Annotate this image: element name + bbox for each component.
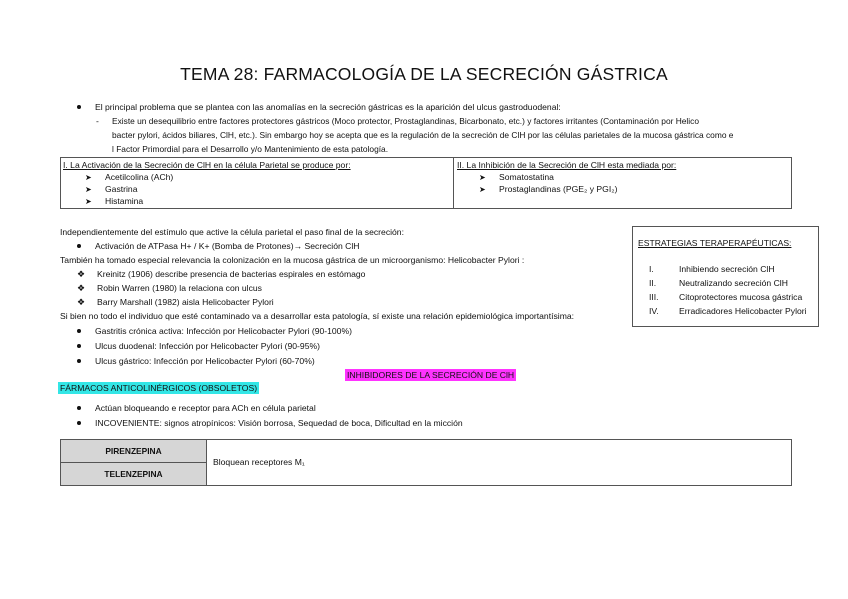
epidemiology-bullet: Ulcus duodenal: Infección por Helicobacter Pylori (90-95%)	[77, 340, 320, 352]
epidemiology-bullet: Ulcus gástrico: Infección por Helicobacter Pylori (60-70%)	[77, 355, 315, 367]
strategy-item: III. Citoprotectores mucosa gástrica	[649, 292, 803, 302]
inhibition-header: II. La Inhibición de la Secreción de ClH esta mediada por:	[457, 160, 677, 170]
history-item: ❖ Robin Warren (1980) la relaciona con ulcus	[77, 283, 262, 293]
bullet-icon	[77, 105, 81, 109]
drug-name-cell: TELENZEPINA	[104, 469, 163, 479]
history-item: ❖ Kreinitz (1906) describe presencia de bacterias espirales en estómago	[77, 269, 366, 279]
diamond-icon: ❖	[77, 269, 86, 279]
strategy-item: II. Neutralizando secreción ClH	[649, 278, 788, 288]
bullet-icon	[77, 329, 81, 333]
inhibition-item: ➤ Somatostatina	[479, 172, 554, 182]
activation-item: ➤ Gastrina	[85, 184, 138, 194]
intro-sub-line2: bacter pylori, ácidos biliares, ClH, etc.). Sin embargo hoy se acepta que es la regulación de la secreción de ClH por las células parietales de la mucosa gástrica como e	[112, 130, 734, 140]
inhibitors-heading: INHIBIDORES DE LA SECRECIÓN DE ClH	[347, 370, 515, 380]
bullet-icon	[77, 421, 81, 425]
epidemiology-line: Si bien no todo el individuo que esté contaminado va a desarrollar esta patología, sí existe una relación epidemiológica importantísima:	[60, 311, 575, 321]
bullet-icon	[77, 344, 81, 348]
drug-table	[60, 439, 792, 486]
strategy-item: IV. Erradicadores Helicobacter Pylori	[649, 306, 807, 316]
arrow-icon: ➤	[85, 185, 92, 194]
arrow-icon: ➤	[479, 173, 486, 182]
activation-item: ➤ Histamina	[85, 196, 144, 206]
inhibition-item: ➤ Prostaglandinas (PGE₂ y PGI₂)	[479, 184, 618, 194]
final-step-line: Independientemente del estímulo que active la célula parietal el paso final de la secreción:	[60, 227, 404, 237]
arrow-icon: ➤	[479, 185, 486, 194]
intro-sub-line3: l Factor Primordial para el Desarrollo y/o Mantenimiento de esta patología.	[112, 144, 389, 154]
arrow-icon: ➤	[85, 173, 92, 182]
diamond-icon: ❖	[77, 283, 86, 293]
intro-dash: -	[96, 116, 99, 126]
activation-item: ➤ Acetilcolina (ACh)	[85, 172, 174, 182]
intro-bullet	[77, 101, 561, 113]
page-title: TEMA 28: FARMACOLOGÍA DE LA SECRECIÓN GÁSTRICA	[180, 64, 668, 84]
anticholinergic-bullet: Actúan bloqueando e receptor para ACh en célula parietal	[77, 402, 316, 414]
epidemiology-bullet: Gastritis crónica activa: Infección por Helicobacter Pylori (90-100%)	[77, 325, 352, 337]
activation-header: I. La Activación de la Secreción de ClH en la célula Parietal se produce por:	[63, 160, 351, 170]
drug-name-cell: PIRENZEPINA	[61, 440, 206, 463]
arrow-icon: ➤	[85, 197, 92, 206]
helicobacter-line: También ha tomado especial relevancia la colonización en la mucosa gástrica de un microorganismo: Helicobacter Pylori :	[60, 255, 525, 265]
strategies-title: ESTRATEGIAS TERAPERAPÉUTICAS:	[638, 238, 792, 248]
intro-bullet-text: El principal problema que se plantea con las anomalías en la secreción gástricas es la aparición del ulcus gastroduodenal:	[95, 102, 561, 112]
bullet-icon	[77, 406, 81, 410]
strategies-box	[632, 226, 819, 327]
anticholinergics-heading: FÁRMACOS ANTICOLINÉRGICOS (OBSOLETOS)	[60, 383, 258, 393]
diamond-icon: ❖	[77, 297, 86, 307]
activation-inhibition-table	[60, 157, 792, 209]
intro-sub-line1: Existe un desequilibrio entre factores protectores gástricos (Moco protector, Prostaglandinas, Bicarbonato, etc.) y factores irritantes (Contaminación por Helico	[112, 116, 699, 126]
strategy-item: I. Inhibiendo secreción ClH	[649, 264, 775, 274]
anticholinergic-bullet: INCOVENIENTE: signos atropínicos: Visión borrosa, Sequedad de boca, Dificultad en la micción	[77, 417, 463, 429]
history-item: ❖ Barry Marshall (1982) aisla Helicobacter Pylori	[77, 297, 274, 307]
drug-description: Bloquean receptores M₁	[213, 457, 305, 467]
bullet-icon	[77, 359, 81, 363]
bullet-icon	[77, 244, 81, 248]
proton-pump-bullet: Activación de ATPasa H+ / K+ (Bomba de Protones)→ Secreción ClH	[77, 240, 359, 252]
